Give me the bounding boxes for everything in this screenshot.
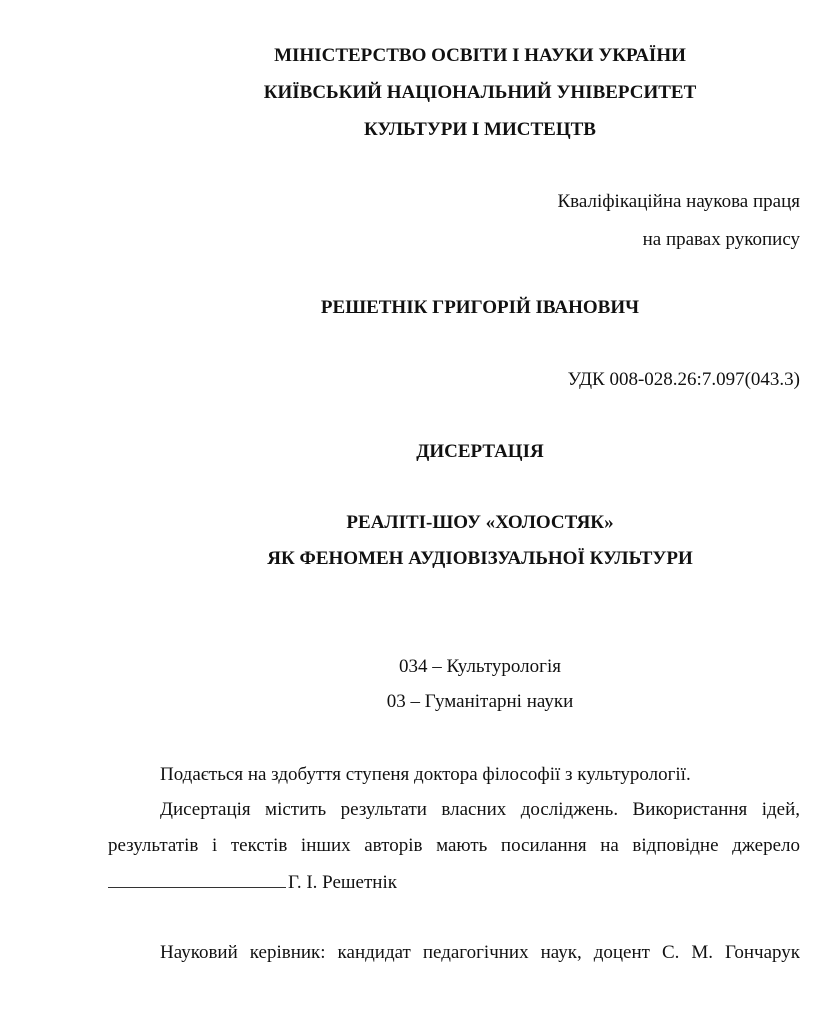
scientific-supervisor: Науковий керівник: кандидат педагогічних наук, доцент С. М. Гончарук [160, 942, 800, 963]
signature-name: Г. І. Решетнік [288, 872, 397, 893]
dissertation-title-line2: ЯК ФЕНОМЕН АУДІОВІЗУАЛЬНОЇ КУЛЬТУРИ [267, 548, 693, 569]
manuscript-note-line2: на правах рукопису [642, 229, 800, 250]
signature-line [108, 869, 286, 888]
specialty-code: 034 – Культурологія [399, 656, 561, 677]
dissertation-title-line1: РЕАЛІТІ-ШОУ «ХОЛОСТЯК» [346, 512, 614, 533]
signature-block [108, 869, 397, 895]
author-name: РЕШЕТНІК ГРИГОРІЙ ІВАНОВИЧ [320, 297, 640, 318]
document-type: ДИСЕРТАЦІЯ [416, 441, 544, 462]
originality-statement-line1: Дисертація містить результати власних досліджень. Використання ідей, [160, 799, 800, 820]
university-heading-line1: КИЇВСЬКИЙ НАЦІОНАЛЬНИЙ УНІВЕРСИТЕТ [263, 82, 697, 103]
originality-statement-line2: результатів і текстів інших авторів мають посилання на відповідне джерело [108, 835, 800, 856]
manuscript-note-line1: Кваліфікаційна наукова праця [557, 191, 800, 212]
field-of-knowledge: 03 – Гуманітарні науки [386, 691, 574, 712]
degree-statement: Подається на здобуття ступеня доктора філософії з культурології. [160, 764, 691, 785]
ministry-heading: МІНІСТЕРСТВО ОСВІТИ І НАУКИ УКРАЇНИ [274, 45, 686, 66]
udc-code: УДК 008-028.26:7.097(043.3) [567, 369, 800, 390]
university-heading-line2: КУЛЬТУРИ І МИСТЕЦТВ [364, 119, 596, 140]
